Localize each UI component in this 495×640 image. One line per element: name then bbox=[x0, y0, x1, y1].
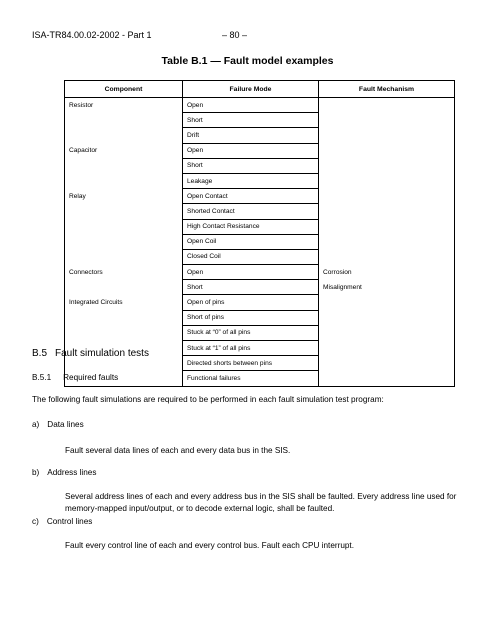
cell-component bbox=[65, 280, 183, 295]
cell-fault-mechanism bbox=[319, 173, 455, 188]
cell-component bbox=[65, 219, 183, 234]
cell-failure-mode: Stuck at “0” of all pins bbox=[183, 325, 319, 340]
cell-fault-mechanism bbox=[319, 325, 455, 340]
section-number: B.5 bbox=[32, 348, 48, 359]
cell-component bbox=[65, 113, 183, 128]
document-id: ISA-TR84.00.02-2002 - Part 1 bbox=[32, 30, 152, 40]
section-heading bbox=[32, 348, 149, 359]
cell-failure-mode: Directed shorts between pins bbox=[183, 356, 319, 371]
cell-failure-mode: Open Contact bbox=[183, 189, 319, 204]
cell-fault-mechanism bbox=[319, 295, 455, 310]
list-marker: a) bbox=[32, 420, 40, 429]
cell-component bbox=[65, 325, 183, 340]
table-row bbox=[65, 371, 455, 386]
table-row bbox=[65, 113, 455, 128]
subsection-title: Required faults bbox=[63, 373, 119, 382]
table-row bbox=[65, 310, 455, 325]
list-item-text-a: Fault several data lines of each and every data bus in the SIS. bbox=[65, 446, 291, 455]
cell-fault-mechanism bbox=[319, 204, 455, 219]
table-row bbox=[65, 128, 455, 143]
cell-failure-mode: Functional failures bbox=[183, 371, 319, 386]
list-marker: b) bbox=[32, 468, 40, 477]
cell-fault-mechanism bbox=[319, 189, 455, 204]
subsection-number: B.5.1 bbox=[32, 373, 52, 382]
list-item-title: Address lines bbox=[47, 468, 97, 477]
cell-failure-mode: Short bbox=[183, 280, 319, 295]
table-row bbox=[65, 204, 455, 219]
cell-fault-mechanism bbox=[319, 98, 455, 113]
cell-component bbox=[65, 173, 183, 188]
cell-fault-mechanism bbox=[319, 356, 455, 371]
cell-failure-mode: Closed Coil bbox=[183, 249, 319, 264]
table-row bbox=[65, 173, 455, 188]
list-item-title: Data lines bbox=[47, 420, 84, 429]
list-item-text-c: Fault every control line of each and every control bus. Fault each CPU interrupt. bbox=[65, 541, 354, 550]
cell-component: Integrated Circuits bbox=[65, 295, 183, 310]
table-row bbox=[65, 265, 455, 280]
cell-fault-mechanism bbox=[319, 249, 455, 264]
cell-failure-mode: Stuck at “1” of all pins bbox=[183, 341, 319, 356]
list-item-label-b bbox=[32, 468, 96, 477]
cell-failure-mode: Open of pins bbox=[183, 295, 319, 310]
table-header-row bbox=[65, 81, 455, 98]
cell-fault-mechanism bbox=[319, 158, 455, 173]
cell-failure-mode: Short bbox=[183, 113, 319, 128]
cell-failure-mode: Open bbox=[183, 265, 319, 280]
intro-paragraph: The following fault simulations are required to be performed in each fault simulation test program: bbox=[32, 395, 384, 404]
fault-model-table bbox=[64, 80, 455, 387]
cell-component: Capacitor bbox=[65, 143, 183, 158]
table-title: Table B.1 — Fault model examples bbox=[161, 55, 334, 67]
cell-failure-mode: Open bbox=[183, 143, 319, 158]
list-item-text-b: Several address lines of each and every address bus in the SIS shall be faulted. Every address line used for memory-mapped input/output, or to decode external logic, shall be faulted. bbox=[65, 492, 457, 513]
cell-fault-mechanism bbox=[319, 219, 455, 234]
cell-failure-mode: Shorted Contact bbox=[183, 204, 319, 219]
cell-fault-mechanism: Misalignment bbox=[319, 280, 455, 295]
cell-fault-mechanism bbox=[319, 143, 455, 158]
table-row bbox=[65, 143, 455, 158]
section-title: Fault simulation tests bbox=[55, 348, 149, 359]
cell-component: Relay bbox=[65, 189, 183, 204]
cell-failure-mode: Leakage bbox=[183, 173, 319, 188]
list-marker: c) bbox=[32, 517, 39, 526]
list-item-title: Control lines bbox=[46, 517, 93, 526]
list-item-label-c bbox=[32, 517, 92, 526]
cell-fault-mechanism: Corrosion bbox=[319, 265, 455, 280]
cell-fault-mechanism bbox=[319, 128, 455, 143]
cell-component bbox=[65, 249, 183, 264]
table-row bbox=[65, 189, 455, 204]
cell-component bbox=[65, 158, 183, 173]
table-row bbox=[65, 280, 455, 295]
cell-fault-mechanism bbox=[319, 310, 455, 325]
cell-failure-mode: Open Coil bbox=[183, 234, 319, 249]
cell-component bbox=[65, 128, 183, 143]
cell-fault-mechanism bbox=[319, 234, 455, 249]
cell-component bbox=[65, 204, 183, 219]
table-row bbox=[65, 249, 455, 264]
table-row bbox=[65, 219, 455, 234]
subsection-heading bbox=[32, 373, 118, 382]
cell-failure-mode: Short of pins bbox=[183, 310, 319, 325]
cell-failure-mode: High Contact Resistance bbox=[183, 219, 319, 234]
table-row bbox=[65, 158, 455, 173]
column-header-fault-mechanism: Fault Mechanism bbox=[319, 81, 455, 98]
table-row bbox=[65, 295, 455, 310]
cell-fault-mechanism bbox=[319, 113, 455, 128]
cell-component bbox=[65, 310, 183, 325]
list-item-label-a bbox=[32, 420, 84, 429]
column-header-component: Component bbox=[65, 81, 183, 98]
cell-failure-mode: Drift bbox=[183, 128, 319, 143]
cell-failure-mode: Open bbox=[183, 98, 319, 113]
cell-component: Resistor bbox=[65, 98, 183, 113]
cell-component: Connectors bbox=[65, 265, 183, 280]
cell-fault-mechanism bbox=[319, 371, 455, 386]
table-row bbox=[65, 325, 455, 340]
cell-component bbox=[65, 234, 183, 249]
cell-failure-mode: Short bbox=[183, 158, 319, 173]
cell-fault-mechanism bbox=[319, 341, 455, 356]
table-row bbox=[65, 234, 455, 249]
column-header-failure-mode: Failure Mode bbox=[183, 81, 319, 98]
table-row bbox=[65, 98, 455, 113]
page-number: – 80 – bbox=[222, 30, 248, 40]
